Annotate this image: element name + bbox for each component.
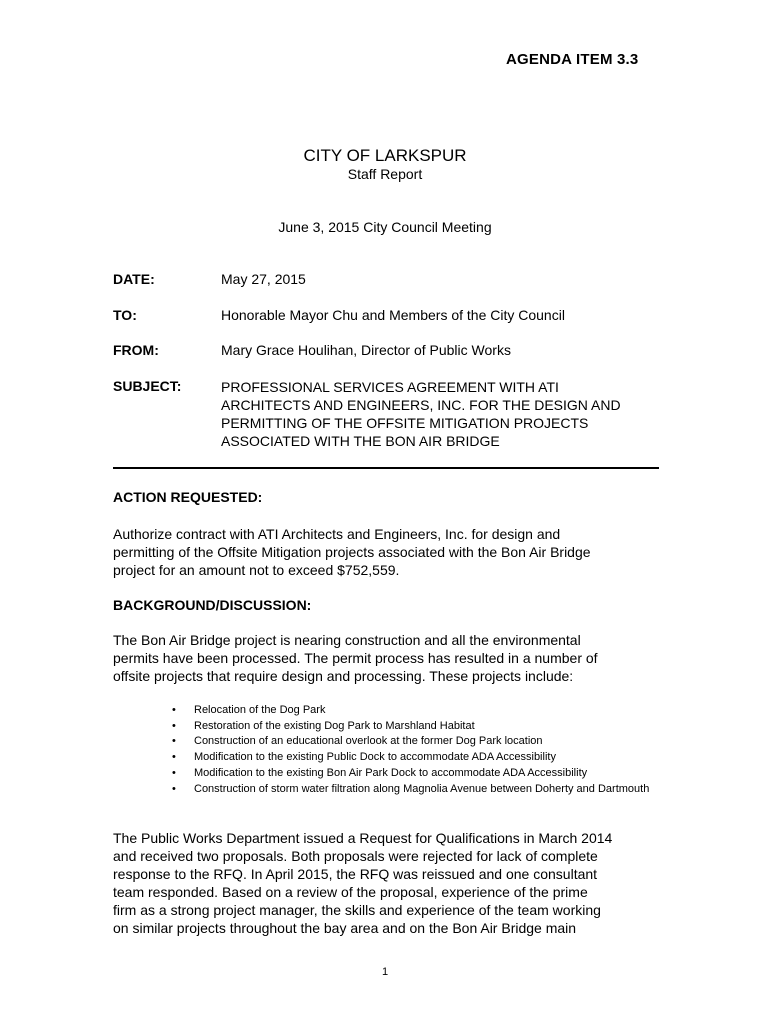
action-requested-heading: ACTION REQUESTED: (113, 489, 263, 505)
list-item (172, 782, 672, 798)
paragraph-line: permits have been processed. The permit process has resulted in a number of (113, 650, 598, 666)
bullet-icon: • (172, 735, 176, 748)
subject-line: ARCHITECTS AND ENGINEERS, INC. FOR THE DESIGN AND (221, 397, 621, 413)
page-number: 1 (381, 966, 389, 978)
list-item (172, 766, 672, 782)
paragraph-line: team responded. Based on a review of the proposal, experience of the prime (113, 884, 588, 900)
meeting-title: June 3, 2015 City Council Meeting (278, 219, 492, 235)
bullet-icon: • (172, 704, 176, 716)
date-label: DATE: (113, 271, 155, 287)
list-item-text: Relocation of the Dog Park (194, 704, 326, 716)
paragraph-line: permitting of the Offsite Mitigation projects associated with the Bon Air Bridge (113, 544, 591, 560)
list-item (172, 734, 672, 750)
list-item (172, 750, 672, 766)
horizontal-rule (113, 467, 659, 469)
subject-text (221, 378, 671, 450)
list-item (172, 719, 672, 735)
paragraph-line: Authorize contract with ATI Architects and Engineers, Inc. for design and (113, 526, 561, 542)
list-item-text: Modification to the existing Bon Air Park Dock to accommodate ADA Accessibility (194, 766, 588, 779)
to-label: TO: (113, 307, 137, 323)
paragraph-line: The Bon Air Bridge project is nearing construction and all the environmental (113, 632, 581, 648)
list-item-text: Restoration of the existing Dog Park to Marshland Habitat (194, 719, 475, 732)
to-value: Honorable Mayor Chu and Members of the City Council (221, 307, 565, 323)
paragraph-line: on similar projects throughout the bay area and on the Bon Air Bridge main (113, 920, 577, 936)
action-paragraph (113, 525, 668, 579)
bullet-icon: • (172, 782, 176, 795)
background-intro-paragraph (113, 631, 668, 685)
subject-label: SUBJECT: (113, 378, 182, 394)
bullet-icon: • (172, 766, 176, 779)
list-item-text: Construction of storm water filtration along Magnolia Avenue between Doherty and Dartmouth (194, 782, 650, 795)
background-closing-paragraph (113, 829, 668, 937)
background-heading: BACKGROUND/DISCUSSION: (113, 597, 312, 613)
date-value: May 27, 2015 (221, 271, 306, 287)
list-item (172, 703, 672, 719)
agenda-item-label: AGENDA ITEM 3.3 (506, 51, 639, 68)
subject-line: ASSOCIATED WITH THE BON AIR BRIDGE (221, 433, 500, 449)
subject-line: PERMITTING OF THE OFFSITE MITIGATION PROJECTS (221, 415, 589, 431)
city-title: CITY OF LARKSPUR (303, 146, 467, 165)
bullet-icon: • (172, 719, 176, 732)
list-item-text: Modification to the existing Public Dock to accommodate ADA Accessibility (194, 751, 556, 764)
paragraph-line: project for an amount not to exceed $752,559. (113, 562, 400, 578)
project-list (172, 703, 672, 797)
report-type: Staff Report (347, 166, 423, 182)
paragraph-line: response to the RFQ. In April 2015, the RFQ was reissued and one consultant (113, 866, 598, 882)
from-value: Mary Grace Houlihan, Director of Public Works (221, 342, 511, 358)
bullet-icon: • (172, 751, 176, 764)
paragraph-line: firm as a strong project manager, the skills and experience of the team working (113, 902, 601, 918)
list-item-text: Construction of an educational overlook at the former Dog Park location (194, 735, 543, 748)
paragraph-line: and received two proposals. Both proposals were rejected for lack of complete (113, 848, 598, 864)
subject-line: PROFESSIONAL SERVICES AGREEMENT WITH ATI (221, 379, 559, 395)
from-label: FROM: (113, 342, 159, 358)
paragraph-line: The Public Works Department issued a Request for Qualifications in March 2014 (113, 830, 613, 846)
paragraph-line: offsite projects that require design and processing. These projects include: (113, 668, 574, 684)
